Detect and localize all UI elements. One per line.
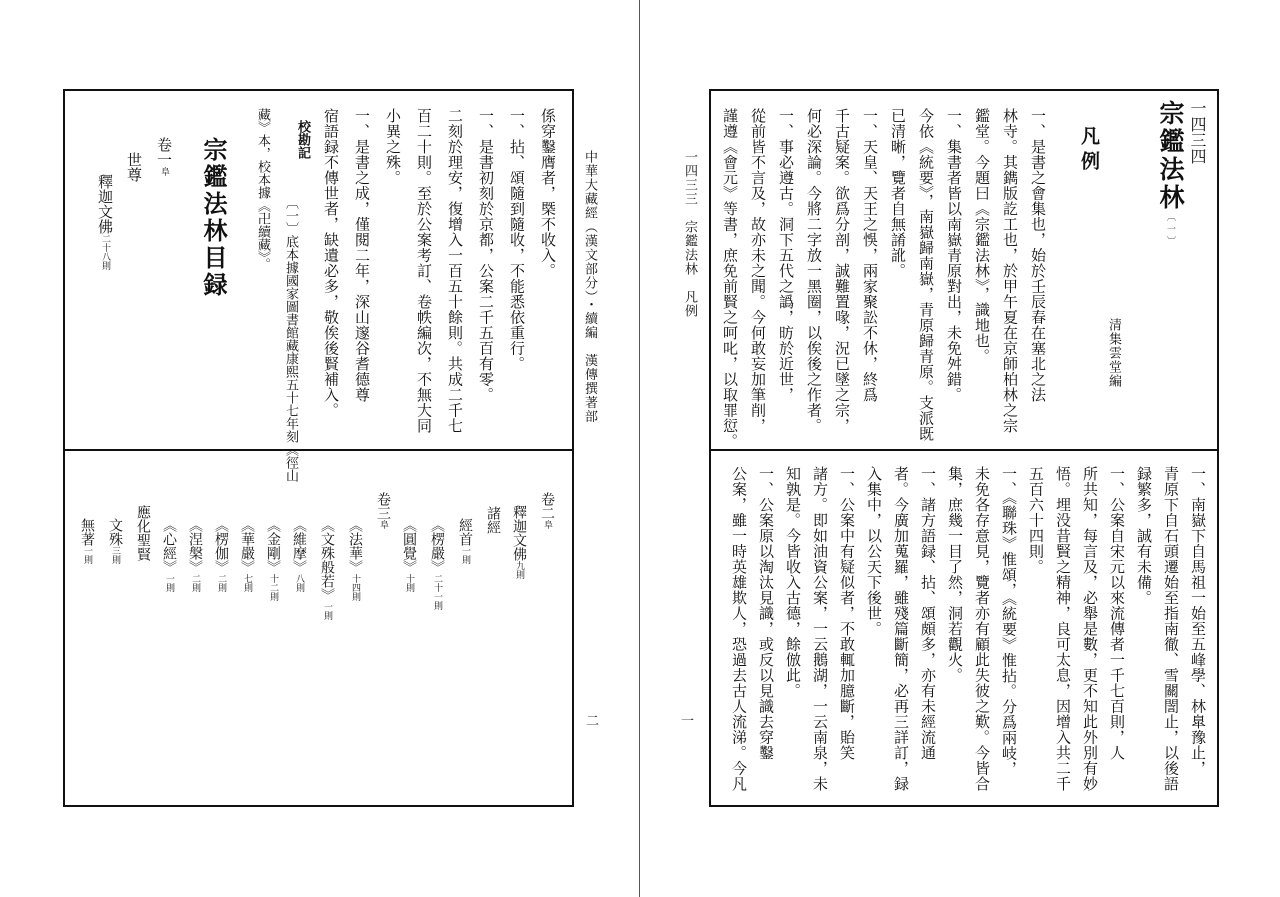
collation-note-continued: 藏》本，校本據《卍續藏》。 [255, 108, 270, 271]
catalog-item: 文殊三則 [107, 518, 123, 564]
text-column: 一、天皇、天王之悞，兩家聚訟不休，終爲 [861, 108, 879, 403]
text-column: 一、是書之會集也，始於壬辰春在塞北之法 [1029, 108, 1047, 403]
text-column: 一、諸方語録、拈、頌頗多，亦有未經流通 [919, 466, 937, 761]
left-page-number: 二 [586, 714, 600, 729]
text-column: 者。今廣加蒐羅，雖殘篇斷簡，必再三詳訂，録 [892, 466, 910, 792]
catalog-item: 應化聖賢 [135, 505, 151, 561]
text-column: 五百六十四則。 [1027, 466, 1045, 575]
catalog-item: 卷二阜 [539, 492, 555, 529]
text-column: 未免各存意見，覽者亦有顧此失彼之歎。今皆合 [973, 466, 991, 792]
right-page-number: 一 [681, 714, 695, 729]
catalog-item: 經首一則 [457, 518, 473, 564]
volume-note: 阜 [159, 167, 169, 176]
compiler-credit: 清集雲堂編 [1106, 318, 1121, 388]
shijia-entry [95, 174, 116, 270]
right-register-divider [709, 449, 1219, 451]
text-column: 千古疑案。欲爲分剖，誠難置喙，況已墜之宗， [833, 108, 851, 434]
catalog-item: 《金剛》十二則 [265, 518, 281, 601]
collation-note: 〔一〕底本據國家圖書館藏康熙五十七年刻《徑山 [283, 196, 298, 482]
shizun-heading: 世尊 [125, 152, 143, 182]
text-column: 入集中，以公天下後世。 [865, 466, 883, 637]
catalog-item: 卷三阜 [375, 492, 391, 529]
text-column: 悟。埋没昔賢之精神，良可太息，因增入共二千 [1054, 466, 1072, 792]
text-column: 謹遵《會元》等書，庶免前賢之呵叱，以取罪愆。 [721, 108, 739, 449]
catalog-title: 宗鑑法林目録 [199, 137, 228, 299]
text-column: 所共知，每言及，必舉是數，更不知此外別有妙 [1081, 466, 1099, 792]
text-column: 知孰是。今皆收入古德，餘倣此。 [784, 466, 802, 699]
book-title: 宗鑑法林〔一〕 [1156, 100, 1185, 248]
volume-1-entry [154, 137, 175, 176]
text-column: 一、是書初刻於京都，公案二千五百有零。 [477, 108, 495, 403]
left-register-divider [63, 449, 574, 451]
text-column: 一、事必遵古。洞下五代之譌，昉於近世， [777, 108, 795, 403]
left-text-frame [63, 89, 574, 807]
text-column: 集，庶幾一目了然，洞若觀火。 [946, 466, 964, 683]
title-note: 〔一〕 [1165, 212, 1175, 248]
text-column: 今依《統要》，南嶽歸南嶽，青原歸青原。支派既 [917, 108, 935, 442]
catalog-item: 《圓覺》十則 [401, 518, 417, 592]
text-column: 一、公案中有疑似者，不敢輒加臆斷，貽笑 [838, 466, 856, 761]
text-column: 鑑堂。今題曰《宗鑑法林》，識地也。 [973, 108, 991, 364]
catalog-item: 《楞嚴》二十一則 [429, 518, 445, 610]
section-title: 凡例 [1078, 126, 1100, 176]
text-column: 一、是書之成，僅閱二年，深山邃谷耆德尊 [353, 108, 371, 403]
left-running-head: 中華大藏經（漢文部分）・續編 漢傳撰著部 [582, 150, 597, 424]
catalog-item: 《文殊般若》一則 [319, 518, 335, 620]
text-column: 林寺。其鐫版訖工也，於甲午夏在京師柏林之宗 [1001, 108, 1019, 434]
text-column: 二刻於理安，復增入一百五十餘則。共成二千七 [446, 108, 464, 434]
text-column: 録繁多，誠有未備。 [1135, 466, 1153, 606]
collation-heading: 校勘記 [295, 120, 310, 159]
text-column: 一、南嶽下自馬祖一始至五峰學、林臯豫止， [1189, 466, 1207, 776]
text-column: 青原下自石頭遷始至指南徹、雪關誾止，以後語 [1162, 466, 1180, 792]
book-spine [639, 0, 640, 897]
text-column: 係穿鑿膺者，槩不收入。 [539, 108, 557, 279]
text-column: 諸方。即如油資公案，一云鵝湖，一云南泉，未 [811, 466, 829, 792]
text-column: 一、拈、頌隨到隨收，不能悉依重行。 [508, 108, 526, 372]
catalog-item: 諸經 [485, 506, 501, 534]
text-column: 從前皆不言及，故亦未之聞。今何敢妄加筆削， [749, 108, 767, 434]
text-column: 一、公案原以淘汰見識，或反以見識去穿鑿 [757, 466, 775, 761]
text-column: 小異之殊。 [384, 108, 402, 186]
entry-count: 二十八則 [100, 234, 110, 270]
text-column: 一、集書者皆以南嶽青原對出，未免舛錯。 [945, 108, 963, 403]
text-column: 一、《聯珠》惟頌，《統要》惟拈。分爲兩岐， [1000, 466, 1018, 777]
catalog-item: 釋迦文佛九則 [511, 505, 527, 579]
catalog-item: 《心經》一則 [161, 518, 177, 592]
text-column: 公案，雖一時英雄欺人，恐過去古人流涕。今凡 [730, 466, 748, 792]
catalog-item: 《法華》十四則 [347, 518, 363, 601]
text-column: 已清晰，覽者自無誵訛。 [889, 108, 907, 279]
catalog-item: 無著一則 [79, 518, 95, 564]
text-column: 一、公案自宋元以來流傳者一千七百則，人 [1108, 466, 1126, 761]
volume-label: 卷一 [155, 137, 173, 167]
entry-label: 釋迦文佛 [96, 174, 114, 234]
right-running-head: 一四三三 宗鑑法林 凡例 [682, 150, 697, 318]
catalog-item: 《華嚴》七則 [239, 518, 255, 592]
page-label: 一四三四 [1188, 100, 1207, 164]
text-column: 何必深論。今將二字放一黑圈，以俟後之作者。 [805, 108, 823, 434]
text-column: 宿語録不傳世者，缺遺必多，敬俟後賢補入。 [322, 108, 340, 418]
catalog-item: 《維摩》八則 [291, 518, 307, 592]
catalog-item: 《涅槃》二則 [187, 518, 203, 592]
text-column: 百二十則。至於公案考訂、卷帙編次，不無大同 [415, 108, 433, 434]
catalog-item: 《楞伽》二則 [213, 518, 229, 592]
